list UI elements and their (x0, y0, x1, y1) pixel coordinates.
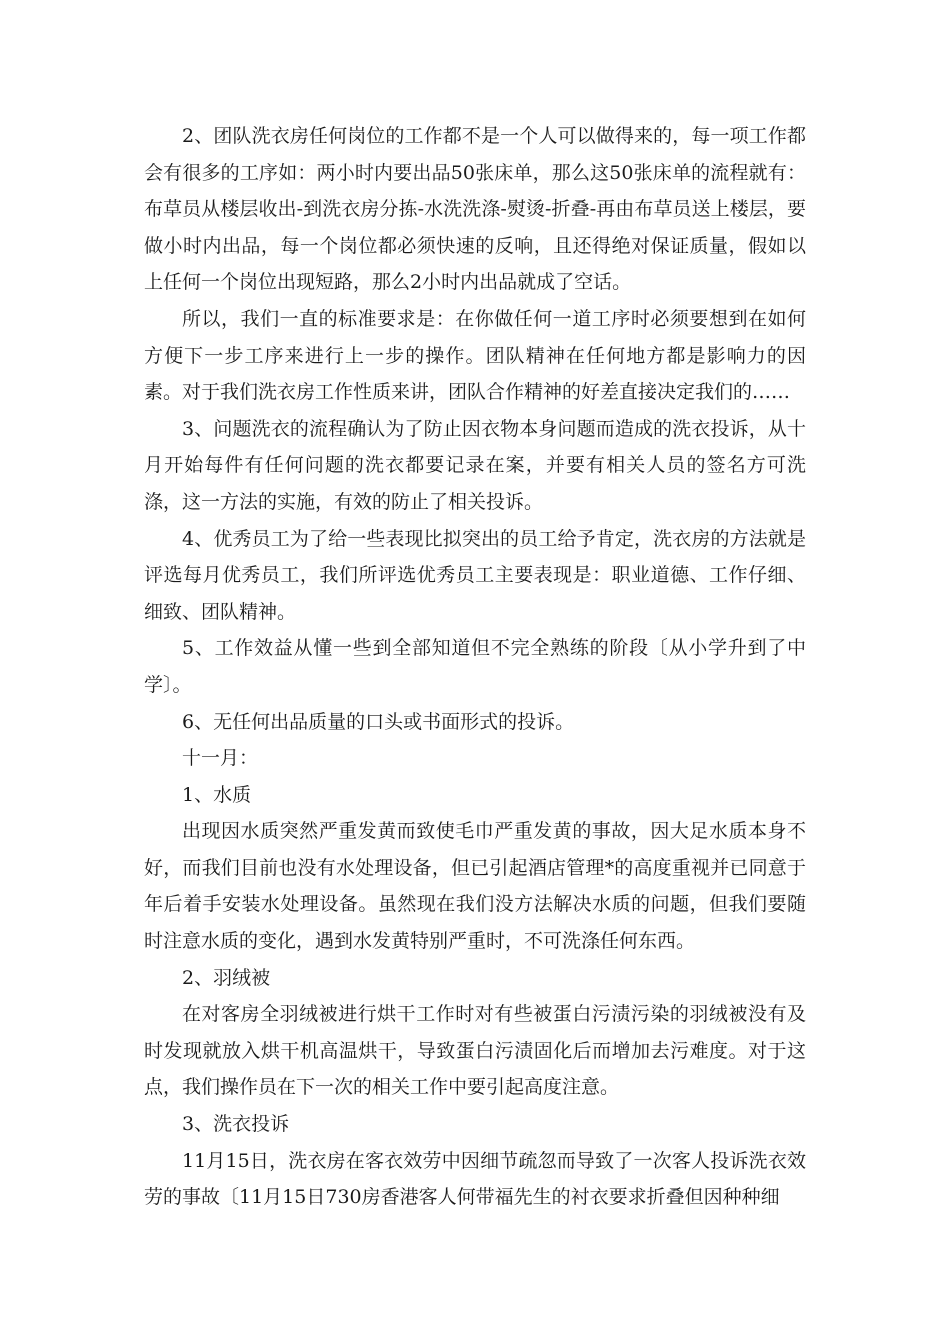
paragraph-problem-laundry: 3、问题洗衣的流程确认为了防止因衣物本身问题而造成的洗衣投诉，从十月开始每件有任何问题的洗衣都要记录在案，并要有相关人员的签名方可洗涤，这一方法的实施，有效的防止了相关投诉。 (144, 417, 806, 513)
paragraph-down-quilt: 在对客房全羽绒被进行烘干工作时对有些被蛋白污渍污染的羽绒被没有及时发现就放入烘干机高温烘干，导致蛋白污渍固化后而增加去污难度。对于这点，我们操作员在下一次的相关工作中要引起高度注意。 (144, 1003, 806, 1099)
document-body (144, 118, 806, 1216)
subheading-down-quilt: 2、羽绒被 (182, 966, 271, 989)
section-heading-november: 十一月： (182, 747, 259, 770)
paragraph-water-quality: 出现因水质突然严重发黄而致使毛巾严重发黄的事故，因大足水质本身不好，而我们目前也没有水处理设备，但已引起酒店管理*的高度重视并已同意于年后着手安装水处理设备。虽然现在我们没方法解决水质的问题，但我们要随时注意水质的变化，遇到水发黄特别严重时，不可洗涤任何东西。 (144, 820, 806, 953)
paragraph-laundry-complaint: 11月15日，洗衣房在客衣效劳中因细节疏忽而导致了一次客人投诉洗衣效劳的事故〔11月15日730房香港客人何带福先生的衬衣要求折叠但因种种细 (144, 1149, 806, 1209)
paragraph-work-efficiency: 5、工作效益从懂一些到全部知道但不完全熟练的阶段〔从小学升到了中学〕。 (144, 637, 806, 696)
subheading-laundry-complaint: 3、洗衣投诉 (182, 1113, 290, 1136)
paragraph-team-process: 2、团队洗衣房任何岗位的工作都不是一个人可以做得来的，每一项工作都会有很多的工序如：两小时内要出品50张床单，那么这50张床单的流程就有：布草员从楼层收出-到洗衣房分拣-水洗洗涤-熨烫-折叠-再由布草员送上楼层，要做小时内出品，每一个岗位都必须快速的反响，且还得绝对保证质量，假如以上任何一个岗位出现短路，那么2小时内出品就成了空话。 (144, 125, 806, 294)
paragraph-no-complaints: 6、无任何出品质量的口头或书面形式的投诉。 (182, 710, 575, 733)
subheading-water-quality: 1、水质 (182, 783, 252, 806)
paragraph-standard-requirement: 所以，我们一直的标准要求是：在你做任何一道工序时必须要想到在如何方便下一步工序来进行上一步的操作。团队精神在任何地方都是影响力的因素。对于我们洗衣房工作性质来讲，团队合作精神的好差直接决定我们的…… (144, 307, 806, 404)
paragraph-excellent-staff: 4、优秀员工为了给一些表现比拟突出的员工给予肯定，洗衣房的方法就是评选每月优秀员工，我们所评选优秀员工主要表现是：职业道德、工作仔细、细致、团队精神。 (144, 527, 806, 623)
